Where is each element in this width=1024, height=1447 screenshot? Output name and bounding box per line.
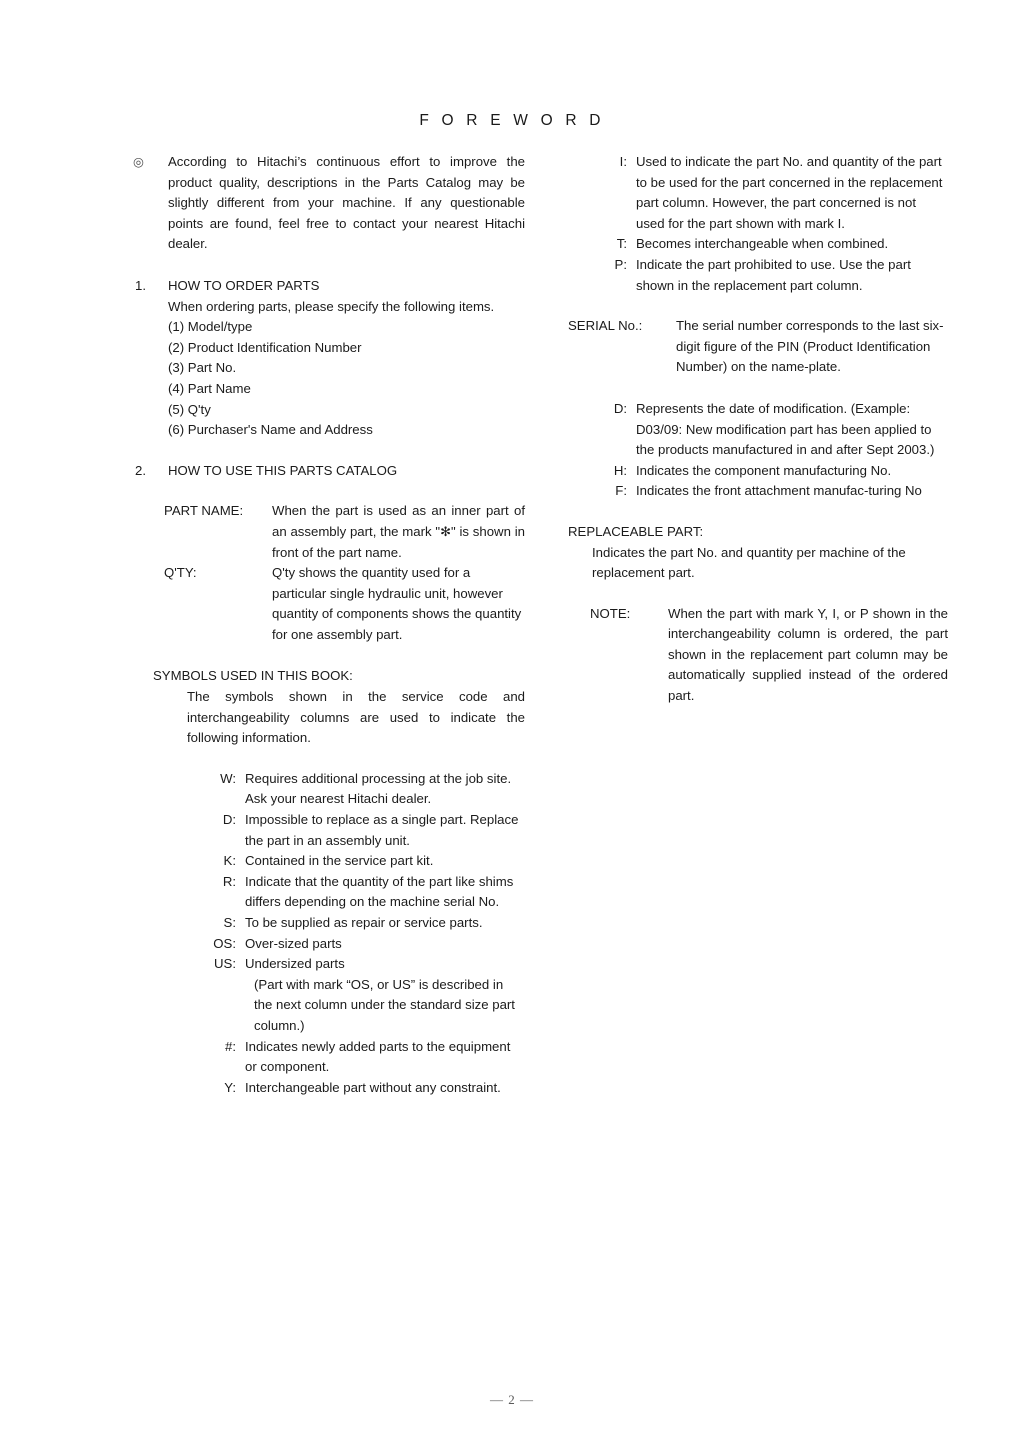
symbol-tag: W: (220, 770, 236, 786)
definition-tag: Q'TY: (164, 565, 197, 581)
notice-text: According to Hitachi’s continuous effort to improve the product quality, descriptions in the Parts Catalog may be slightly different from your machine. If any questionable points are found, feel free to contact your nearest Hitachi dealer. (168, 154, 525, 252)
part-name-qty-definitions (164, 501, 525, 645)
mark-entry-d (598, 399, 948, 461)
symbol-text: Undersized parts (245, 956, 345, 972)
mark-text: Represents the date of modification. (Example: D03/09: New modification part has been applied to the products manufactured in and after Sept 2003.) (636, 400, 935, 458)
symbol-text: To be supplied as repair or service parts. (245, 915, 483, 930)
spacer (568, 502, 948, 522)
mark-text: Indicates the front attachment manufac-turing No (636, 483, 922, 499)
symbols-heading: SYMBOLS USED IN THIS BOOK: (153, 668, 353, 684)
symbol-tag: Y: (224, 1079, 236, 1095)
order-item: (4) Part Name (168, 380, 251, 396)
symbol-text: Indicates newly added parts to the equipment or component. (245, 1038, 511, 1075)
symbols-intro: The symbols shown in the service code and interchangeability columns are used to indicate the following information. (187, 689, 525, 746)
marks-list-secondary (598, 399, 948, 502)
spacer (133, 645, 525, 666)
double-circle-icon: ◎ (133, 155, 144, 169)
replaceable-part-text: Indicates the part No. and quantity per machine of the replacement part. (592, 544, 906, 581)
spacer (568, 378, 948, 399)
mark-tag: I: (619, 154, 627, 169)
note-text: When the part with mark Y, I, or P shown in the interchangeability column is ordered, the part shown in the replacement part column may be automatically supplied instead of the ordered part. (668, 605, 948, 704)
mark-text: Indicate the part prohibited to use. Use the part shown in the replacement part column. (636, 256, 911, 293)
notice-paragraph (133, 152, 525, 255)
definition-text-before-mark: When the part is used as an inner part of an assembly part, the mark " (272, 503, 525, 539)
symbol-entry-us (201, 954, 525, 975)
section-how-to-use-catalog (133, 461, 525, 482)
section-1-heading: HOW TO ORDER PARTS (168, 277, 320, 293)
definition-text-after-mark: " is shown in front of the part name. (272, 523, 525, 560)
section-2-number: 2. (135, 462, 146, 478)
note-entry (590, 604, 948, 707)
asterisk-mark-icon: ✻ (440, 523, 451, 539)
spacer (133, 255, 525, 276)
mark-entry-i (598, 152, 948, 234)
serial-no-text: The serial number corresponds to the last six-digit figure of the PIN (Product Identification Number) on the name-plate. (676, 318, 944, 375)
mark-entry-t (598, 234, 948, 255)
mark-text: Becomes interchangeable when combined. (636, 236, 889, 252)
symbol-entry-hash (201, 1037, 525, 1078)
page-title: F O R E W O R D (419, 112, 605, 129)
symbol-tag: S: (223, 915, 236, 930)
symbol-tag: US: (214, 956, 236, 972)
order-item: (3) Part No. (168, 360, 237, 376)
symbol-entry-os (201, 934, 525, 955)
definition-qty (164, 563, 525, 645)
section-how-to-order-parts (133, 276, 525, 441)
spacer (133, 749, 525, 769)
symbol-text: Contained in the service part kit. (245, 853, 434, 869)
left-column (133, 152, 525, 1098)
symbol-tag: OS: (213, 935, 236, 951)
spacer (568, 296, 948, 316)
mark-entry-h (598, 461, 948, 482)
spacer (568, 584, 948, 604)
section-2-heading: HOW TO USE THIS PARTS CATALOG (168, 462, 398, 478)
mark-tag: T: (616, 236, 627, 252)
page-number: — 2 — (490, 1392, 534, 1407)
note-block (590, 604, 948, 707)
order-item: (6) Purchaser's Name and Address (168, 422, 373, 438)
section-1-number: 1. (135, 277, 146, 293)
mark-entry-p (598, 255, 948, 296)
serial-no-tag: SERIAL No.: (568, 318, 643, 334)
definition-text (272, 501, 525, 563)
symbol-text: Over-sized parts (245, 935, 342, 951)
symbols-list (201, 769, 525, 1099)
symbol-tag: #: (225, 1038, 236, 1054)
symbol-entry-w (201, 769, 525, 810)
section-1-intro: When ordering parts, please specify the following items. (168, 298, 495, 314)
symbol-tag: R: (222, 873, 236, 889)
spacer (133, 441, 525, 461)
mark-tag: D: (613, 400, 627, 416)
mark-tag: H: (613, 462, 627, 478)
serial-no-entry (568, 316, 948, 378)
spacer (133, 481, 525, 501)
symbol-tag: D: (222, 812, 236, 828)
order-item: (2) Product Identification Number (168, 339, 362, 355)
definition-text: Q'ty shows the quantity used for a particular single hydraulic unit, however quantity of components shows the quantity for one assembly part. (272, 565, 522, 642)
replaceable-part-heading: REPLACEABLE PART: (568, 523, 704, 539)
mark-text: Used to indicate the part No. and quantity of the part to be used for the part concerned in the replacement part column. However, the part concerned is not used for the part shown with mark I. (636, 154, 943, 231)
order-item: (1) Model/type (168, 319, 253, 335)
mark-tag: P: (614, 256, 627, 272)
symbol-entry-d (201, 810, 525, 851)
symbol-entry-k (201, 851, 525, 872)
symbol-text: Interchangeable part without any constraint. (245, 1079, 501, 1095)
definition-tag: PART NAME: (164, 503, 244, 519)
symbol-text: Impossible to replace as a single part. Replace the part in an assembly unit. (245, 812, 519, 848)
symbol-tag: K: (223, 853, 236, 869)
symbol-text: Indicate that the quantity of the part like shims differs depending on the machine serial No. (245, 873, 514, 910)
right-column (568, 152, 948, 707)
marks-list-primary (598, 152, 948, 296)
note-tag: NOTE: (590, 605, 631, 621)
definition-part-name (164, 501, 525, 563)
mark-text: Indicates the component manufacturing No. (636, 462, 892, 478)
symbol-entry-r (201, 872, 525, 913)
mark-tag: F: (615, 483, 627, 499)
symbol-entry-s (201, 913, 525, 934)
symbol-entry-y (201, 1078, 525, 1099)
symbol-note-os-us: (Part with mark “OS, or US” is described in the next column under the standard size part column.) (254, 976, 515, 1033)
order-item: (5) Q'ty (168, 401, 211, 417)
mark-entry-f (598, 481, 948, 502)
symbol-text: Requires additional processing at the job site. Ask your nearest Hitachi dealer. (245, 770, 512, 807)
